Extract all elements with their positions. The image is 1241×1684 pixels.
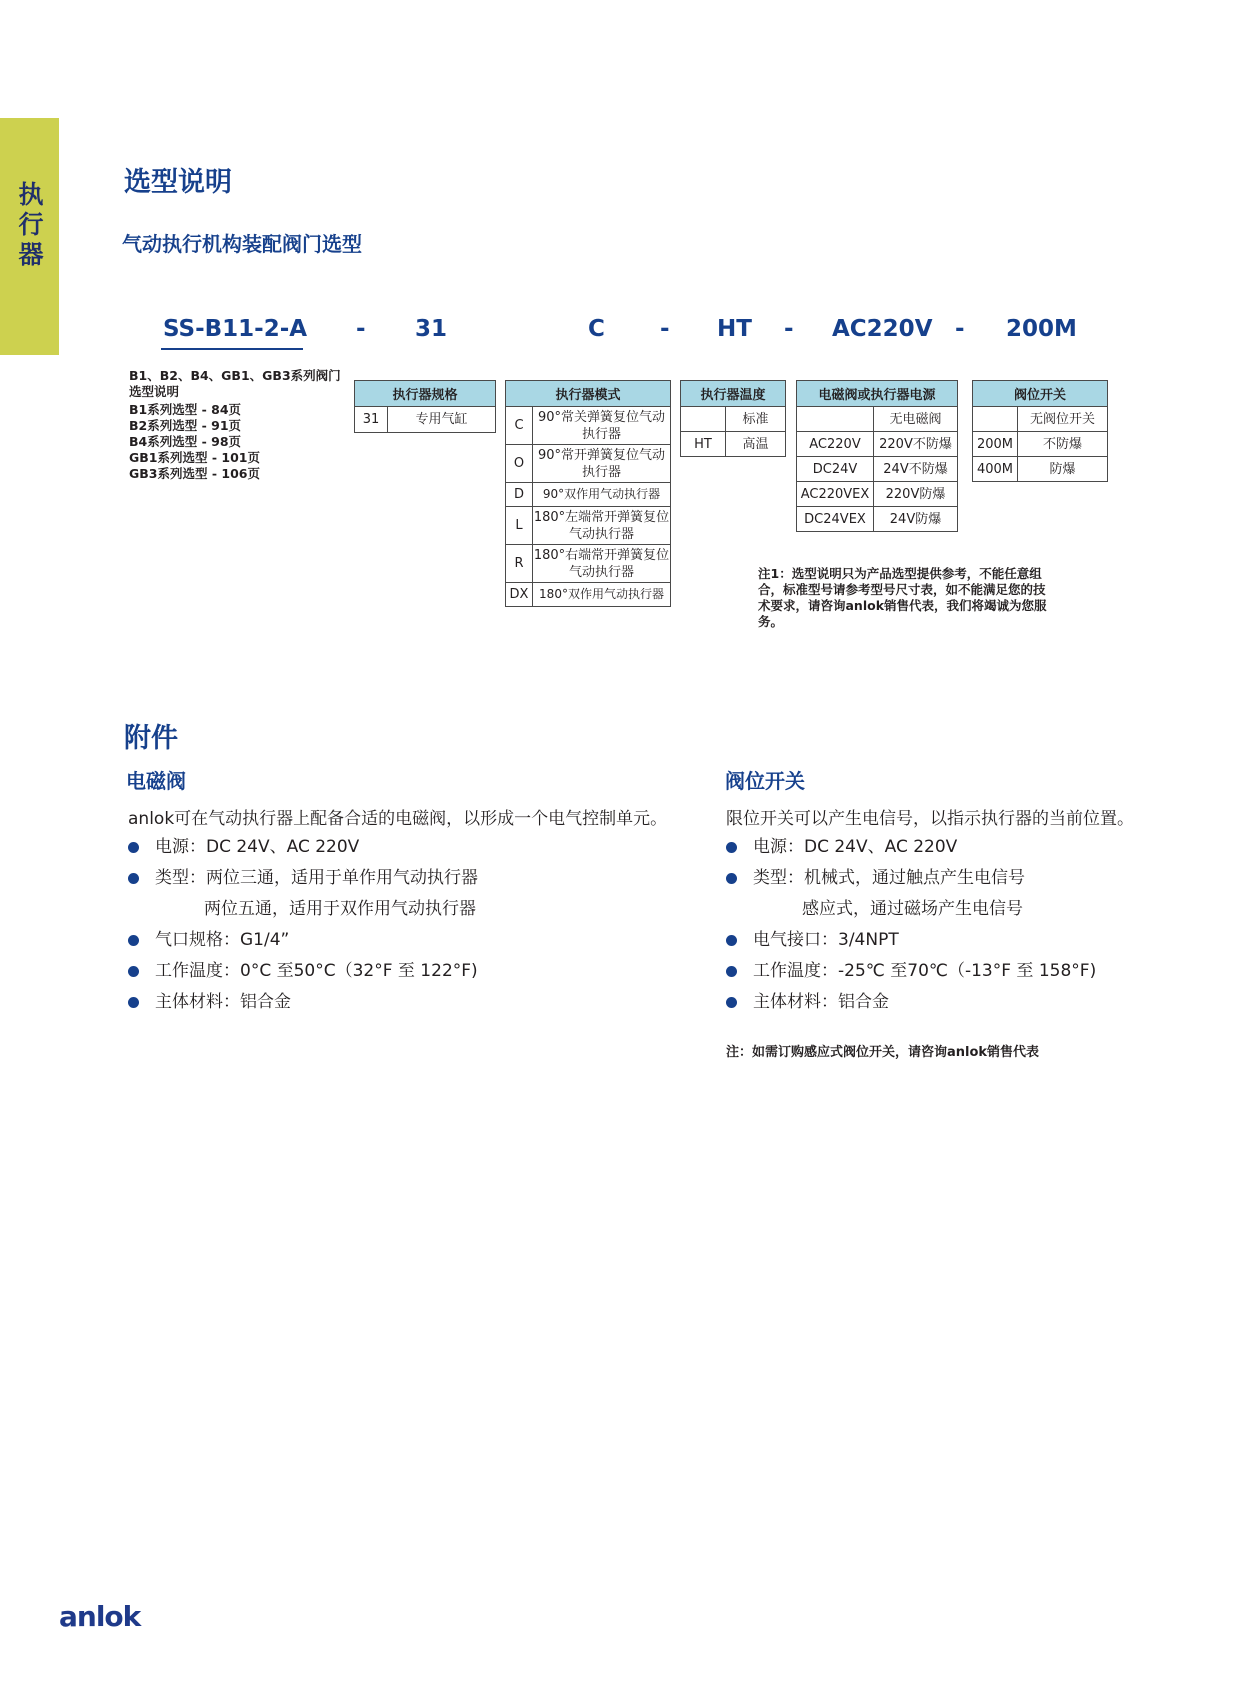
table-cell-desc: 防爆 [1018, 457, 1108, 482]
limit-switch-note: 注：如需订购感应式阀位开关，请咨询anlok销售代表 [726, 1045, 1040, 1060]
note-line: 注1：选型说明只为产品选型提供参考，不能任意组 [758, 566, 1042, 581]
side-section-tab [0, 118, 59, 355]
table-cell-code: DX [506, 583, 533, 607]
code-dash: - [784, 316, 794, 342]
model-code-base: SS-B11-2-A [163, 316, 308, 342]
list-item [128, 956, 478, 987]
list-item-text: 两位五通，适用于双作用气动执行器 [204, 899, 476, 919]
bullet-icon [726, 935, 737, 946]
table-cell-desc: 不防爆 [1018, 432, 1108, 457]
table-cell-desc: 高温 [726, 432, 786, 457]
list-item-text: 电源：DC 24V、AC 220V [155, 837, 360, 857]
selection-note [758, 566, 1088, 630]
table-cell-desc: 无电磁阀 [874, 407, 958, 432]
side-tab-char: 行 [18, 210, 44, 239]
table-header: 电磁阀或执行器电源 [797, 381, 958, 407]
note-line: 合，标准型号请参考型号尺寸表，如不能满足您的技 [758, 582, 1046, 597]
list-item-continuation [726, 894, 1096, 925]
side-tab-char: 执 [18, 180, 44, 209]
code-power: AC220V [832, 316, 933, 342]
table-header: 执行器规格 [355, 381, 496, 407]
list-item [726, 863, 1096, 894]
list-item-text: 主体材料：铝合金 [155, 992, 291, 1012]
table-actuator-temp [680, 380, 786, 457]
table-cell-code [973, 407, 1018, 432]
table-power [796, 380, 958, 532]
table-cell-desc: 专用气缸 [388, 407, 496, 433]
table-cell-desc: 90°常开弹簧复位气动执行器 [533, 445, 671, 483]
limit-switch-intro: 限位开关可以产生电信号，以指示执行器的当前位置。 [726, 809, 1134, 829]
table-cell-desc: 180°双作用气动执行器 [533, 583, 671, 607]
table-cell-code: AC220V [797, 432, 874, 457]
list-item-text: 类型：两位三通，适用于单作用气动执行器 [155, 868, 478, 888]
series-info [129, 368, 349, 482]
list-item-text: 感应式，通过磁场产生电信号 [802, 899, 1023, 919]
table-cell-desc: 220V防爆 [874, 482, 958, 507]
table-cell-code: O [506, 445, 533, 483]
list-item-text: 工作温度：-25℃ 至70℃（-13°F 至 158°F) [753, 961, 1097, 981]
table-cell-code: 200M [973, 432, 1018, 457]
series-page-ref: B1系列选型 - 84页 [129, 402, 242, 417]
table-cell-code: HT [681, 432, 726, 457]
table-cell-desc: 180°右端常开弹簧复位气动执行器 [533, 545, 671, 583]
table-header: 执行器模式 [506, 381, 671, 407]
table-cell-code: AC220VEX [797, 482, 874, 507]
list-item [726, 987, 1096, 1018]
solenoid-spec-list [128, 832, 478, 1018]
table-cell-code: D [506, 483, 533, 507]
table-cell-code [797, 407, 874, 432]
bullet-icon [726, 966, 737, 977]
table-cell-desc: 90°双作用气动执行器 [533, 483, 671, 507]
brand-logo: anlok [59, 1600, 141, 1633]
table-actuator-mode [505, 380, 671, 607]
series-page-ref: GB3系列选型 - 106页 [129, 466, 260, 481]
table-header: 执行器温度 [681, 381, 786, 407]
bullet-icon [128, 966, 139, 977]
table-actuator-spec [354, 380, 496, 433]
series-page-ref: GB1系列选型 - 101页 [129, 450, 260, 465]
series-title-line: 选型说明 [129, 384, 180, 399]
series-page-ref: B4系列选型 - 98页 [129, 434, 242, 449]
side-tab-char: 器 [18, 240, 44, 269]
bullet-icon [128, 997, 139, 1008]
list-item [128, 832, 478, 863]
list-item-text: 气口规格：G1/4” [155, 930, 290, 950]
list-item-text: 主体材料：铝合金 [753, 992, 889, 1012]
bullet-icon [128, 842, 139, 853]
code-temp: HT [717, 316, 752, 342]
code-dash: - [660, 316, 670, 342]
table-cell-code: C [506, 407, 533, 445]
table-cell-desc: 24V防爆 [874, 507, 958, 532]
code-spec: 31 [415, 316, 448, 342]
limit-switch-title: 阀位开关 [725, 769, 805, 793]
table-cell-code: 400M [973, 457, 1018, 482]
list-item-continuation [128, 894, 478, 925]
model-code-underline [161, 348, 303, 350]
table-cell-code: R [506, 545, 533, 583]
table-cell-desc: 90°常关弹簧复位气动执行器 [533, 407, 671, 445]
list-item-text: 电源：DC 24V、AC 220V [753, 837, 958, 857]
code-dash: - [356, 316, 366, 342]
list-item-text: 工作温度：0°C 至50°C（32°F 至 122°F) [155, 961, 478, 981]
table-cell-desc: 无阀位开关 [1018, 407, 1108, 432]
list-item [726, 956, 1096, 987]
table-cell-code [681, 407, 726, 432]
bullet-icon [726, 997, 737, 1008]
list-item [726, 832, 1096, 863]
table-cell-code: L [506, 507, 533, 545]
list-item [726, 925, 1096, 956]
table-cell-desc: 220V不防爆 [874, 432, 958, 457]
list-item [128, 863, 478, 894]
table-cell-desc: 180°左端常开弹簧复位气动执行器 [533, 507, 671, 545]
list-item [128, 925, 478, 956]
section-title-accessories: 附件 [124, 723, 178, 754]
list-item-text: 电气接口：3/4NPT [753, 930, 899, 950]
limit-switch-spec-list [726, 832, 1096, 1018]
code-dash: - [955, 316, 965, 342]
table-cell-code: DC24V [797, 457, 874, 482]
series-page-ref: B2系列选型 - 91页 [129, 418, 242, 433]
solenoid-intro: anlok可在气动执行器上配备合适的电磁阀，以形成一个电气控制单元。 [128, 809, 668, 829]
bullet-icon [726, 842, 737, 853]
section-title-selection: 选型说明 [124, 167, 232, 198]
table-cell-desc: 24V不防爆 [874, 457, 958, 482]
table-cell-code: DC24VEX [797, 507, 874, 532]
code-switch: 200M [1006, 316, 1077, 342]
solenoid-title: 电磁阀 [126, 769, 186, 793]
series-title-line: B1、B2、B4、GB1、GB3系列阀门 [129, 368, 341, 383]
note-line: 术要求，请咨询anlok销售代表，我们将竭诚为您服 [758, 598, 1047, 613]
bullet-icon [128, 935, 139, 946]
table-cell-code: 31 [355, 407, 388, 433]
list-item [128, 987, 478, 1018]
section-subtitle: 气动执行机构装配阀门选型 [122, 232, 362, 256]
code-mode: C [588, 316, 605, 342]
table-limit-switch [972, 380, 1108, 482]
bullet-icon [726, 873, 737, 884]
bullet-icon [128, 873, 139, 884]
table-cell-desc: 标准 [726, 407, 786, 432]
list-item-text: 类型：机械式，通过触点产生电信号 [753, 868, 1025, 888]
table-header: 阀位开关 [973, 381, 1108, 407]
note-line: 务。 [758, 614, 784, 629]
